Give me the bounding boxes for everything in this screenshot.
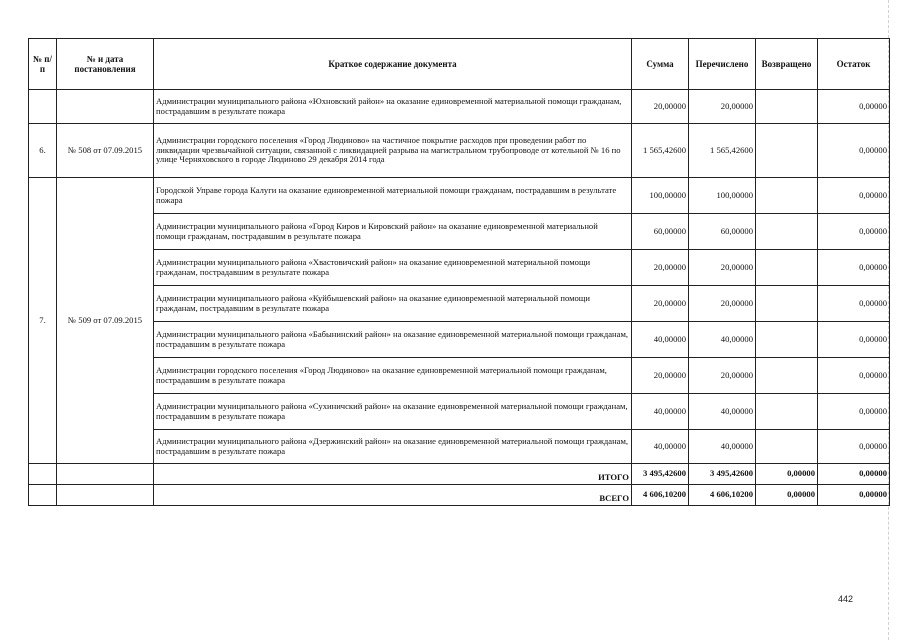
- vsego-remainder: 0,00000: [818, 485, 890, 506]
- header-post: № и дата постановления: [57, 39, 154, 90]
- row-num: 6.: [29, 124, 57, 178]
- table-row: [29, 178, 890, 214]
- row-desc: Администрации муниципального района «Сухиничский район» на оказание единовременной материальной помощи гражданам, пострадавшим в результате пожара: [154, 394, 632, 430]
- header-num: № п/п: [29, 39, 57, 90]
- table-row: [29, 90, 890, 124]
- row-remainder: 0,00000: [818, 322, 890, 358]
- row-sum: 20,00000: [632, 358, 689, 394]
- row-post: [57, 90, 154, 124]
- row-sum: 40,00000: [632, 430, 689, 464]
- row-transferred: 20,00000: [689, 90, 756, 124]
- row-remainder: 0,00000: [818, 286, 890, 322]
- row-returned: [756, 394, 818, 430]
- row-transferred: 20,00000: [689, 250, 756, 286]
- table-row: [29, 394, 890, 430]
- vsego-sum: 4 606,10200: [632, 485, 689, 506]
- row-remainder: 0,00000: [818, 214, 890, 250]
- itogo-remainder: 0,00000: [818, 464, 890, 485]
- row-transferred: 20,00000: [689, 286, 756, 322]
- row-transferred: 60,00000: [689, 214, 756, 250]
- row-returned: [756, 250, 818, 286]
- row-remainder: 0,00000: [818, 90, 890, 124]
- itogo-returned: 0,00000: [756, 464, 818, 485]
- table-row: [29, 286, 890, 322]
- row-remainder: 0,00000: [818, 250, 890, 286]
- row-returned: [756, 214, 818, 250]
- row-desc: Администрации муниципального района «Дзержинский район» на оказание единовременной материальной помощи гражданам, пострадавшим в результате пожара: [154, 430, 632, 464]
- row-transferred: 40,00000: [689, 322, 756, 358]
- header-desc: Краткое содержание документа: [154, 39, 632, 90]
- row-post: № 509 от 07.09.2015: [57, 178, 154, 464]
- row-desc: Администрации городского поселения «Город Людиново» на частичное покрытие расходов при проведении работ по ликвидации чрезвычайной ситуации, связанной с ликвидацией разрыва на магистральном трубопроводе от котельной № 16 по улице Черняховского в городе Людиново 29 декабря 2014 года: [154, 124, 632, 178]
- row-transferred: 1 565,42600: [689, 124, 756, 178]
- total-row-vsego: [29, 485, 890, 506]
- table-row: [29, 322, 890, 358]
- table-row: [29, 214, 890, 250]
- row-desc: Администрации муниципального района «Юхновский район» на оказание единовременной материальной помощи гражданам, пострадавшим в результате пожара: [154, 90, 632, 124]
- row-sum: 20,00000: [632, 90, 689, 124]
- row-returned: [756, 90, 818, 124]
- row-sum: 60,00000: [632, 214, 689, 250]
- row-returned: [756, 178, 818, 214]
- row-returned: [756, 430, 818, 464]
- row-desc: Администрации муниципального района «Куйбышевский район» на оказание единовременной материальной помощи гражданам, пострадавшим в результате пожара: [154, 286, 632, 322]
- row-sum: 1 565,42600: [632, 124, 689, 178]
- row-sum: 20,00000: [632, 286, 689, 322]
- itogo-transferred: 3 495,42600: [689, 464, 756, 485]
- row-desc: Городской Управе города Калуги на оказание единовременной материальной помощи гражданам, пострадавшим в результате пожара: [154, 178, 632, 214]
- vsego-label: ВСЕГО: [154, 485, 632, 506]
- vsego-transferred: 4 606,10200: [689, 485, 756, 506]
- row-returned: [756, 322, 818, 358]
- row-desc: Администрации муниципального района «Бабынинский район» на оказание единовременной материальной помощи гражданам, пострадавшим в результате пожара: [154, 322, 632, 358]
- row-returned: [756, 124, 818, 178]
- total-empty-num: [29, 464, 57, 485]
- page-number: 442: [838, 594, 854, 604]
- row-sum: 40,00000: [632, 322, 689, 358]
- table-header-row: [29, 39, 890, 90]
- table-row: [29, 430, 890, 464]
- total-row-itogo: [29, 464, 890, 485]
- itogo-label: ИТОГО: [154, 464, 632, 485]
- header-transferred: Перечислено: [689, 39, 756, 90]
- row-transferred: 40,00000: [689, 394, 756, 430]
- row-transferred: 20,00000: [689, 358, 756, 394]
- row-sum: 40,00000: [632, 394, 689, 430]
- header-remainder: Остаток: [818, 39, 890, 90]
- row-desc: Администрации городского поселения «Город Людиново» на оказание единовременной материальной помощи гражданам, пострадавшим в результате пожара: [154, 358, 632, 394]
- row-transferred: 40,00000: [689, 430, 756, 464]
- table-row: [29, 358, 890, 394]
- itogo-sum: 3 495,42600: [632, 464, 689, 485]
- row-remainder: 0,00000: [818, 394, 890, 430]
- row-remainder: 0,00000: [818, 124, 890, 178]
- total-empty-post: [57, 464, 154, 485]
- row-num: 7.: [29, 178, 57, 464]
- row-returned: [756, 358, 818, 394]
- row-sum: 20,00000: [632, 250, 689, 286]
- header-returned: Возвращено: [756, 39, 818, 90]
- row-remainder: 0,00000: [818, 178, 890, 214]
- row-remainder: 0,00000: [818, 430, 890, 464]
- row-returned: [756, 286, 818, 322]
- table-row: [29, 250, 890, 286]
- row-transferred: 100,00000: [689, 178, 756, 214]
- row-remainder: 0,00000: [818, 358, 890, 394]
- row-num: [29, 90, 57, 124]
- row-desc: Администрации муниципального района «Хвастовичский район» на оказание единовременной материальной помощи гражданам, пострадавшим в результате пожара: [154, 250, 632, 286]
- document-table: [28, 38, 890, 506]
- header-sum: Сумма: [632, 39, 689, 90]
- row-post: № 508 от 07.09.2015: [57, 124, 154, 178]
- vsego-returned: 0,00000: [756, 485, 818, 506]
- table-row: [29, 124, 890, 178]
- row-sum: 100,00000: [632, 178, 689, 214]
- total-empty-post: [57, 485, 154, 506]
- row-desc: Администрации муниципального района «Город Киров и Кировский район» на оказание единовременной материальной помощи гражданам, пострадавшим в результате пожара: [154, 214, 632, 250]
- total-empty-num: [29, 485, 57, 506]
